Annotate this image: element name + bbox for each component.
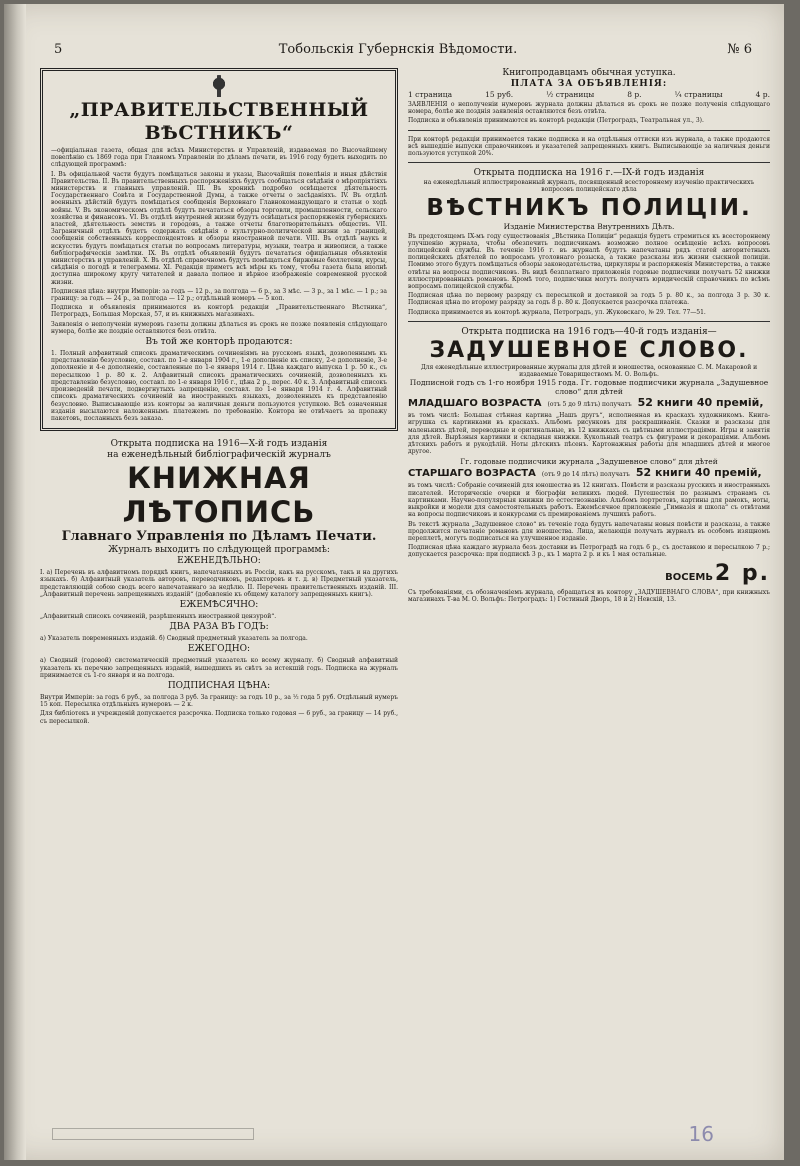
ad-rates-row — [408, 90, 770, 99]
pv-accept: Подписка и объявленія принимаются въ конторѣ редакціи „Правительственнаго Вѣстника“, Петроградъ, Большая Морская, 57, и въ книжныхъ магазинахъ. — [51, 304, 387, 319]
binding-spine — [4, 4, 26, 1160]
header-issue-number: № 6 — [727, 42, 752, 57]
ads-note: ЗАЯВЛЕНІЯ о неполученіи нумеровъ журнала должны дѣлаться въ срокъ не позже полученія слѣдующаго номера, болѣе же позднія заявленія оставляются безъ отвѣта. — [408, 101, 770, 116]
pravitelstvenny-vestnik-ad — [40, 68, 398, 431]
header-title: Тобольскія Губернскія Вѣдомости. — [278, 42, 518, 57]
header-page-number: 5 — [54, 42, 63, 57]
divider — [408, 321, 770, 322]
kl-open: Открыта подписка на 1916—X-й годъ изданія — [110, 439, 328, 450]
pv-title: „ПРАВИТЕЛЬСТВЕННЫЙ ВѢСТНИКЪ“ — [69, 99, 369, 144]
zs-young-age: (отъ 5 до 9 лѣтъ) получатъ — [547, 401, 632, 409]
zs-young-premiums: 52 книги 40 премій, — [637, 396, 764, 410]
kl-title: КНИЖНАЯ ЛѢТОПИСЬ — [122, 461, 316, 530]
ads-extra: При конторѣ редакціи принимается также подписка и на отдѣльныя оттиски изъ журнала, а также продаются всѣ вышедшіе выпуски справочниковъ и указателей запрещенныхъ книгъ. Выписывающіе за наличныя деньги пользуются уступкой 20%. — [408, 135, 770, 158]
zs-old-age: (отъ 9 до 14 лѣтъ) получатъ — [541, 471, 630, 479]
zs-old-heading: СТАРШАГО ВОЗРАСТА — [408, 468, 536, 480]
left-column — [40, 68, 398, 1148]
ad-rates-block — [408, 68, 770, 157]
zs-young-body: въ томъ числѣ: Большая стѣнная картина „Нашъ другъ“, исполненная въ краскахъ художникомъ. Книга-игрушка съ картинками въ краскахъ. Альбомъ рисунковъ для раскрашиванія. Сказки и разсказы для маленькихъ дѣтей, переводные и оригинальные, въ 12 книжкахъ съ цвѣтными иллюстраціями. Игры и занятія для дѣтей. Вырѣзныя картинки и складныя книжки. Кукольный театръ съ фигурами и декораціями. Альбомъ дѣтскихъ работъ и рукодѣлій. Ноты дѣтскихъ пѣсенъ. Картонажныя работы для младшихъ дѣтей и многое другое. — [408, 412, 770, 456]
library-stamp — [52, 1128, 254, 1140]
zs-old-body: въ томъ числѣ: Собраніе сочиненій для юношества въ 12 книгахъ. Повѣсти и разсказы русскихъ и иностранныхъ писателей. Историческіе очерки и біографіи великихъ людей. Путешествія по разнымъ странамъ съ картинками. Научно-популярныя книжки по естествознанію. Альбомъ портретовъ, картины для рамокъ, ноты, выкройки и модели для самостоятельныхъ работъ. Ежемѣсячное приложеніе „Гимназія и школа“ съ отвѣтами на вопросы подписчиковъ и конкурсами съ премированіемъ лучшихъ работъ. — [408, 482, 770, 519]
zs-young-row — [408, 398, 770, 410]
page-header — [34, 42, 762, 64]
kl-twice-heading: ДВА РАЗА ВЪ ГОДЪ: — [169, 622, 269, 633]
zs-big-label: ВОСЕМЬ — [665, 571, 713, 583]
ad-rate-price: 15 руб. — [485, 90, 514, 99]
zs-price: Подписная цѣна каждаго журнала безъ доставки въ Петроградѣ на годъ 6 р., съ доставкою и пересылкою 7 р.; допускается разсрочка: при подпискѣ 3 р., къ 1 марта 2 р. и къ 1 мая остальные. — [408, 544, 770, 559]
ad-rates-title: ПЛАТА ЗА ОБЪЯВЛЕНІЯ: — [510, 79, 668, 89]
vp-publisher: Изданіе Министерства Внутреннихъ Дѣлъ. — [503, 221, 675, 231]
zs-price-callout — [408, 561, 770, 587]
kl-program: Журналъ выходитъ по слѣдующей программѣ: — [108, 545, 330, 556]
kl-twice: а) Указатель повременныхъ изданій. б) Сводный предметный указатель за полгода. — [40, 635, 308, 643]
sale-body: 1. Полный алфавитный списокъ драматическимъ сочиненіямъ на русскомъ языкѣ, дозволеннымъ къ представленію безусловно, составл. по 1-е января 1904 г., 1-е дополненіе къ списку, 2-е дополненіе, 3-е дополненіе и 4-е дополненіе, составленные по 1-е января 1914 г. Цѣна каждаго выпуска 1 р. 50 к., съ пересылкою 1 р. 80 к. 2. Алфавитный списокъ драматическихъ сочиненій, дозволенныхъ къ представленію безусловно, составл. по 1-е января 1916 г., цѣна 2 р., перес. 40 к. 3. Алфавитный списокъ произведеній печати, подвергнутыхъ запрещенію, составл. по 1-е января 1914 г. 4. Алфавитный списокъ драматическихъ сочиненій на иностранныхъ языкахъ, дозволенныхъ къ представленію безусловно. Выписывающіе изъ конторы за наличныя деньги пользуются уступкою. Всѣ означенныя изданія высылаются наложеннымъ платежемъ по требованію. Контора не отвѣчаетъ за пропажу пакетовъ, посланныхъ безъ заказа. — [51, 350, 387, 422]
zs-address: Съ требованіями, съ обозначеніемъ журнала, обращаться въ контору „ЗАДУШЕВНАГО СЛОВА“, при книжныхъ магазинахъ Т-ва М. О. Вольфъ: Петроградъ: 1) Гостиный Дворъ, 18 и 2) Невскій, 13. — [408, 588, 770, 603]
zadushevnoe-slovo-ad — [408, 327, 770, 603]
vestnik-policii-ad — [408, 168, 770, 316]
pv-intro: —офиціальная газета, общая для всѣхъ Министерствъ и Управленій, издаваемая по Высочайшему повелѣнію съ 1869 года при Главномъ Управленіи по дѣламъ печати, въ 1916 году будетъ выходить по слѣдующей программѣ: — [51, 147, 387, 169]
newspaper-page — [4, 4, 784, 1160]
zs-big-price: 2 р. — [714, 560, 770, 586]
double-headed-eagle-icon — [208, 75, 230, 97]
kl-yearly: а) Сводный (годовой) систематическій предметный указатель ко всему журналу. б) Сводный алфавитный указатель къ перечню запрещенныхъ изданій, вышедшихъ въ свѣтъ за истекшій годъ. Подписка на журналъ принимается съ 1-го января и на полгода. — [40, 657, 398, 679]
ad-rate-price: 4 р. — [755, 90, 770, 99]
zs-extra: Въ текстѣ журнала „Задушевное слово“ въ теченіе года будутъ напечатаны новыя повѣсти и разсказы, а также продолжится печатаніе романовъ для юношества. Лица, желающія получать журналъ въ особомъ изящномъ переплетѣ, могутъ подписаться на улучшенное изданіе. — [408, 520, 770, 542]
pv-note: Заявленія о неполученіи нумеровъ газеты должны дѣлаться въ срокъ не позже появленія слѣдующаго нумера, болѣе же поздніе оставляются безъ отвѣта. — [51, 320, 387, 335]
ad-rate-label: ½ страницы — [546, 90, 595, 99]
vp-price: Подписная цѣна по первому разряду съ пересылкой и доставкой за годъ 5 р. 80 к., за полгода 3 р. 30 к. Подписная цѣна по второму разряду за годъ 8 р. 80 к. Допускается разсрочка платежа. — [408, 292, 770, 307]
sale-heading: Въ той же конторѣ продаются: — [145, 337, 293, 348]
handwritten-page-number: 16 — [688, 1122, 714, 1146]
kl-yearly-heading: ЕЖЕГОДНО: — [187, 644, 251, 655]
kl-price: Внутри Имперіи: за годъ 6 руб., за полгода 3 руб. За границу: за годъ 10 р., за ½ года 5 руб. Отдѣльный нумеръ 15 коп. Пересылка отдѣльныхъ нумеровъ — 2 к. — [40, 693, 398, 709]
kl-monthly-heading: ЕЖЕМѢСЯЧНО: — [179, 599, 259, 610]
kl-monthly: „Алфавитный списокъ сочиненій, разрѣшенныхъ иностранной цензурой“. — [40, 612, 277, 620]
zs-young-heading: МЛАДШАГО ВОЗРАСТА — [408, 398, 542, 410]
kl-weekly-heading: ЕЖЕНЕДѢЛЬНО: — [177, 556, 261, 567]
kl-org: Главнаго Управленія по Дѣламъ Печати. — [61, 529, 377, 545]
vp-title: ВѢСТНИКЪ ПОЛИЦІИ. — [426, 194, 752, 221]
zs-old-row — [408, 468, 770, 480]
vp-sub: на еженедѣльный иллюстрированный журналъ, посвященный всестороннему изученію практическихъ вопросовъ полицейскаго дѣла — [423, 179, 755, 194]
pv-price: Подписная цѣна: внутри Имперіи: за годъ — 12 р., за полгода — 6 р., за 3 мѣс. — 3 р., за 1 мѣс. — 1 р.; за границу: за годъ — 24 р., за полгода — 12 р.; отдѣльный номеръ — 5 коп. — [51, 287, 387, 303]
vp-accept: Подписка принимается въ конторѣ журнала, Петроградъ, ул. Жуковскаго, № 29. Тел. 77—51. — [408, 308, 706, 316]
zs-sub: Для еженедѣльные иллюстрированные журналы для дѣтей и юношества, основанные С. М. Макаровой и издаваемые Товариществомъ М. О. Вольфъ. — [420, 363, 758, 379]
zs-old-lead: Гг. годовые подписчики журнала „Задушевное слово“ для дѣтей — [460, 457, 718, 467]
divider — [408, 130, 770, 131]
kl-note: Для библіотекъ и учрежденій допускается разсрочка. Подписка только годовая — 6 руб., за границу — 14 руб., съ пересылкой. — [40, 710, 398, 725]
ad-rate-price: 8 р. — [627, 90, 642, 99]
right-column — [408, 68, 770, 1148]
zs-old-premiums: 52 книги 40 премій, — [635, 466, 762, 480]
kl-price-heading: ПОДПИСНАЯ ЦѢНА: — [167, 680, 271, 691]
booksellers-discount: Книгопродавцамъ обычная уступка. — [502, 68, 676, 78]
vp-body: Въ предстоящемъ IX-мъ году существованія „Вѣстника Полиціи“ редакція будетъ стремиться къ всестороннему улучшенію журнала, чтобы обезпечить подписчикамъ возможно полное освѣщеніе всѣхъ вопросовъ полицейской службы. Въ теченіе 1916 г. въ журналѣ будутъ напечатаны рядъ статей авторитетныхъ полицейскихъ дѣятелей по вопросамъ уголовнаго розыска, а также разсказы изъ жизни сыскной полиціи. Помимо этого будутъ помѣщаться обзоры законодательства, циркуляры и распоряженія Министерства, а также отвѣты на вопросы подписчиковъ. Въ видѣ безплатнаго приложенія годовые подписчики получатъ 52 книжки иллюстрированныхъ романовъ. Кромѣ того, подписчики могутъ получить юридическій справочникъ по всѣмъ вопросамъ полицейской службы. — [408, 232, 770, 291]
pv-body: I. Въ офиціальной части будутъ помѣщаться законы и указы, Высочайшія повелѣнія и иныя дѣйствія Правительства. II. Въ правительственныхъ распоряженіяхъ будутъ сообщаться свѣдѣнія о мѣропріятіяхъ министерствъ и главныхъ управленій. III. Въ хроникѣ подробно освѣщается дѣятельность Государственнаго Совѣта и Государственной Думы, а также отчеты о засѣданіяхъ. IV. Въ отдѣлѣ военныхъ дѣйствій будутъ помѣщаться сообщенія Верховнаго Главнокомандующаго и статьи о ходѣ войны. V. Въ экономическомъ отдѣлѣ будутъ печататься обзоры торговли, промышленности, сельскаго хозяйства и финансовъ. VI. Въ отдѣлѣ внутренней жизни будутъ освѣщаться распоряженія губернскихъ властей, дѣятельность земствъ и городовъ, а также отчеты благотворительныхъ обществъ. VII. Заграничный отдѣлъ будетъ содержать свѣдѣнія о культурно-политической жизни за границей, сообщенія собственныхъ корреспондентовъ и обзоры иностранной печати. VIII. Въ отдѣлѣ наукъ и искусствъ будутъ помѣщаться статьи по вопросамъ литературы, музыки, театра и живописи, а также библіографическія замѣтки. IX. Въ отдѣлѣ объявленій будутъ печататься офиціальныя объявленія министерствъ и управленій. X. Въ отдѣлѣ справочномъ будутъ помѣщаться биржевые бюллетени, курсы, свѣдѣнія о погодѣ и телеграммы. XI. Редакція приметъ всѣ мѣры къ тому, чтобы газета была вполнѣ доступна широкому кругу читателей и давала полное и вѣрное изображеніе современной русской жизни. — [51, 170, 387, 286]
ads-accept: Подписка и объявленія принимаются въ конторѣ редакціи (Петроградъ, Театральная ул., 3). — [408, 117, 704, 125]
knizhnaya-letopis-ad — [40, 439, 398, 725]
ad-rate-label: 1 страница — [408, 90, 453, 99]
zs-lead: Подписной годъ съ 1-го ноября 1915 года. Гг. годовые подписчики журнала „Задушевное слово“ для дѣтей — [409, 378, 769, 397]
vp-open: Открыта подписка на 1916 г.—IX-й годъ изданія — [473, 168, 705, 179]
divider — [408, 162, 770, 163]
zs-open: Открыта подписка на 1916 годъ—40-й годъ изданія— — [461, 326, 717, 337]
ad-rate-label: ¼ страницы — [674, 90, 723, 99]
kl-sub: на еженедѣльный библіографическій журналъ — [107, 450, 331, 461]
zs-title: ЗАДУШЕВНОЕ СЛОВО. — [429, 337, 749, 363]
kl-weekly: I. а) Перечень въ алфавитномъ порядкѣ книгъ, напечатанныхъ въ Россіи, какъ на русскомъ, такъ и на другихъ языкахъ. б) Алфавитный указатель авторовъ, переводчиковъ, редакторовъ и т. д. в) Предметный указатель, представляющій собою сводъ всего напечатаннаго за недѣлю. II. Перечень правительственныхъ изданій. III. „Алфавитный перечень запрещенныхъ изданій“ (добавленіе къ общему каталогу запрещенныхъ книгъ). — [40, 569, 398, 598]
